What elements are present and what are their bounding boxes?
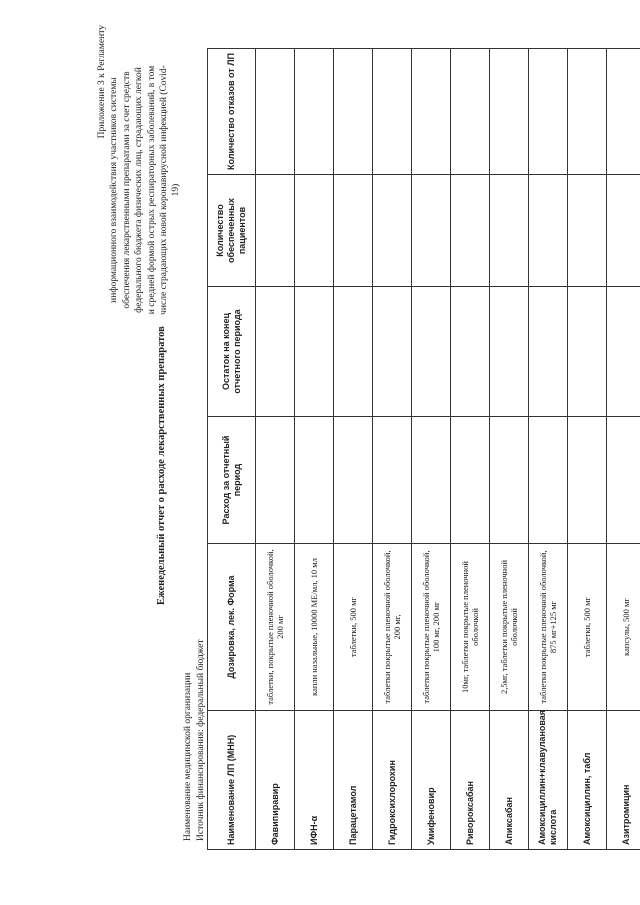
organization-name-label: Наименование медицинской организации [183,672,193,841]
drug-name-cell: Апиксабан [490,711,529,850]
refusals-cell[interactable] [490,49,529,175]
refusals-cell[interactable] [256,49,295,175]
patients-served-cell[interactable] [334,175,373,287]
appendix-note [96,25,183,355]
refusals-cell[interactable] [295,49,334,175]
refusals-cell[interactable] [334,49,373,175]
remaining-stock-cell[interactable] [607,287,640,417]
table-body [256,49,640,850]
dosage-form-cell: 2,5мг, таблетки покрытые пленочной оболочкой [490,544,529,711]
table-row [490,49,529,850]
refusals-cell[interactable] [451,49,490,175]
remaining-stock-cell[interactable] [373,287,412,417]
dosage-form-cell: 10мг, таблетки покрытые пленочной оболочкой [451,544,490,711]
table-row [451,49,490,850]
drug-name-cell: Азитромицин [607,711,640,850]
drug-name-cell: Ривороксабан [451,711,490,850]
appendix-line: Приложение 3 к Регламенту [97,25,107,139]
dosage-form-cell: капсулы, 500 мг [607,544,640,711]
drug-name-cell: ИФН-α [295,711,334,850]
remaining-stock-cell[interactable] [529,287,568,417]
organization-info [182,639,208,841]
table-row [334,49,373,850]
appendix-line: числе страдающих новой коронавирусной инфекцией (Covid- [159,65,170,315]
consumption-cell[interactable] [451,417,490,544]
consumption-cell[interactable] [607,417,640,544]
remaining-stock-cell[interactable] [256,287,295,417]
drug-name-cell: Амоксициллин+клавулановая кислота [529,711,568,850]
consumption-cell[interactable] [529,417,568,544]
remaining-stock-cell[interactable] [295,287,334,417]
header-refusals: Количество отказов от ЛП [208,49,256,175]
dosage-form-cell: таблетки, 500 мг [334,544,373,711]
report-title: Еженедельный отчет о расходе лекарственных препаратов [156,326,167,605]
table-row [529,49,568,850]
remaining-stock-cell[interactable] [490,287,529,417]
drug-name-cell: Амоксициллин, табл [568,711,607,850]
refusals-cell[interactable] [607,49,640,175]
dosage-form-cell: таблетки, 500 мг [568,544,607,711]
dosage-form-cell: капли назальные, 10000 МЕ/мл, 10 мл [295,544,334,711]
consumption-cell[interactable] [373,417,412,544]
table-row [568,49,607,850]
table-row [295,49,334,850]
patients-served-cell[interactable] [607,175,640,287]
table-row [412,49,451,850]
consumption-cell[interactable] [412,417,451,544]
appendix-line: и средней формой острых респираторных заболеваний, в том [146,65,157,315]
appendix-line: федерального бюджета физических лиц, страдающих легкой [134,67,145,313]
dosage-form-cell: таблетки покрытые пленочной оболочкой, 200 мг, [373,544,412,711]
patients-served-cell[interactable] [412,175,451,287]
remaining-stock-cell[interactable] [568,287,607,417]
patients-served-cell[interactable] [529,175,568,287]
header-patients-served: Количество обеспеченных пациентов [208,175,256,287]
appendix-line: информационного взаимодействия участников системы [109,77,120,303]
patients-served-cell[interactable] [373,175,412,287]
table-row [373,49,412,850]
consumption-cell[interactable] [334,417,373,544]
remaining-stock-cell[interactable] [412,287,451,417]
patients-served-cell[interactable] [490,175,529,287]
header-drug-name: Наименование ЛП (МНН) [208,711,256,850]
table-row [256,49,295,850]
dosage-form-cell: таблетки покрытые пленочной оболочкой, 100 мг, 200 мг [412,544,451,711]
dosage-form-cell: таблетки покрытые пленочной оболочкой, 875 мг+125 мг [529,544,568,711]
refusals-cell[interactable] [373,49,412,175]
drug-name-cell: Фавипиравир [256,711,295,850]
patients-served-cell[interactable] [295,175,334,287]
drug-consumption-table [207,48,640,850]
funding-source-label: Источник финансирования: федеральный бюджет [196,639,206,841]
refusals-cell[interactable] [529,49,568,175]
refusals-cell[interactable] [412,49,451,175]
patients-served-cell[interactable] [256,175,295,287]
refusals-cell[interactable] [568,49,607,175]
header-consumption: Расход за отчетный период [208,417,256,544]
drug-name-cell: Гидроксихлорохин [373,711,412,850]
consumption-cell[interactable] [490,417,529,544]
remaining-stock-cell[interactable] [334,287,373,417]
drug-name-cell: Умифеновир [412,711,451,850]
consumption-cell[interactable] [568,417,607,544]
appendix-line: обеспечения лекарственными препаратами за счет средств [121,71,132,309]
drug-name-cell: Парацетамол [334,711,373,850]
dosage-form-cell: таблетки, покрытые пленочной оболочкой, 200 мг [256,544,295,711]
header-remaining-stock: Остаток на конец отчетного периода [208,287,256,417]
consumption-cell[interactable] [256,417,295,544]
consumption-cell[interactable] [295,417,334,544]
appendix-line: 19) [171,183,182,197]
patients-served-cell[interactable] [451,175,490,287]
patients-served-cell[interactable] [568,175,607,287]
table-row [607,49,640,850]
table-header-row [208,49,256,850]
remaining-stock-cell[interactable] [451,287,490,417]
header-dosage-form: Дозировка, лек. Форма [208,544,256,711]
